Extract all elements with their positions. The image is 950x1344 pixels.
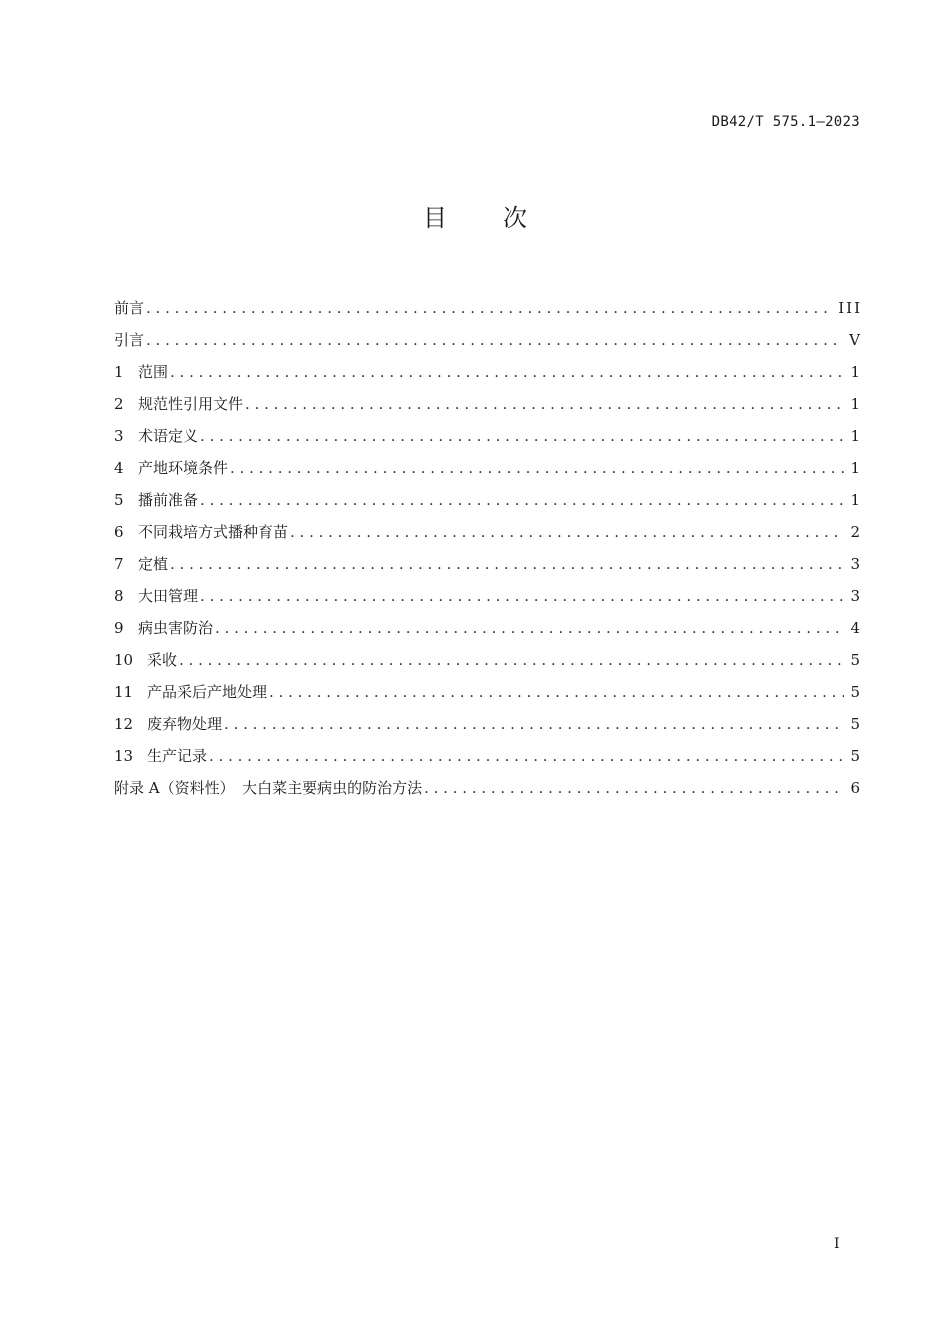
toc-section-number: 12 [114, 715, 134, 733]
toc-entry-scope[interactable] [114, 350, 860, 382]
toc-page-number: 5 [850, 747, 862, 765]
toc-entry-pest-control[interactable] [114, 606, 860, 638]
toc-leader-dots [209, 746, 844, 766]
toc-section-number: 11 [114, 683, 134, 701]
toc-section-number: 5 [114, 491, 124, 509]
toc-leader-dots [215, 618, 844, 638]
toc-leader-dots [200, 586, 844, 606]
toc-entry-label: 10 采收 [114, 651, 178, 669]
toc-leader-dots [245, 394, 844, 414]
toc-section-number: 13 [114, 747, 134, 765]
toc-leader-dots [200, 490, 844, 510]
toc-entry-label: 8 大田管理 [114, 587, 199, 605]
toc-entry-label: 6 不同栽培方式播种育苗 [114, 523, 289, 541]
table-of-contents [114, 286, 860, 798]
toc-leader-dots [224, 714, 844, 734]
toc-section-number: 2 [114, 395, 124, 413]
toc-entry-environment[interactable] [114, 446, 860, 478]
toc-page-number: 6 [850, 779, 862, 797]
page-title: 目次 [423, 204, 583, 232]
toc-entry-label: 3 术语定义 [114, 427, 199, 445]
toc-page-number: III [838, 299, 862, 317]
toc-entry-records[interactable] [114, 734, 860, 766]
toc-leader-dots [230, 458, 844, 478]
page-number: I [834, 1236, 840, 1252]
toc-page-number: 1 [850, 427, 862, 445]
toc-entry-label: 11 产品采后产地处理 [114, 683, 268, 701]
toc-entry-label: 附录 A（资料性） 大白菜主要病虫的防治方法 [114, 779, 423, 797]
toc-page-number: 3 [850, 587, 862, 605]
toc-entry-label: 前言 [114, 299, 145, 317]
toc-entry-planting[interactable] [114, 542, 860, 574]
toc-page-number: 5 [850, 715, 862, 733]
toc-leader-dots [179, 650, 844, 670]
toc-entry-label: 12 废弃物处理 [114, 715, 223, 733]
toc-page-number: 1 [850, 459, 862, 477]
toc-section-number: 1 [114, 363, 124, 381]
toc-page-number: 2 [850, 523, 862, 541]
toc-section-number: 9 [114, 619, 124, 637]
toc-page-number: 1 [850, 491, 862, 509]
toc-page-number: V [849, 331, 862, 349]
toc-section-number: 10 [114, 651, 134, 669]
toc-section-number: 8 [114, 587, 124, 605]
document-code: DB42/T 575.1—2023 [711, 114, 860, 130]
toc-entry-label: 4 产地环境条件 [114, 459, 229, 477]
toc-section-number: 6 [114, 523, 124, 541]
toc-page-number: 5 [850, 683, 862, 701]
toc-page-number: 5 [850, 651, 862, 669]
toc-entry-label: 5 播前准备 [114, 491, 199, 509]
toc-leader-dots [146, 330, 843, 350]
toc-leader-dots [200, 426, 844, 446]
toc-leader-dots [290, 522, 844, 542]
toc-entry-introduction[interactable] [114, 318, 860, 350]
toc-entry-normative-references[interactable] [114, 382, 860, 414]
toc-entry-label: 13 生产记录 [114, 747, 208, 765]
toc-page-number: 1 [850, 363, 862, 381]
toc-entry-label: 引言 [114, 331, 145, 349]
toc-leader-dots [269, 682, 844, 702]
toc-leader-dots [170, 554, 844, 574]
toc-entry-label: 1 范围 [114, 363, 169, 381]
toc-entry-waste[interactable] [114, 702, 860, 734]
toc-entry-preparation[interactable] [114, 478, 860, 510]
toc-entry-label: 2 规范性引用文件 [114, 395, 244, 413]
toc-entry-seeding[interactable] [114, 510, 860, 542]
toc-entry-appendix-a[interactable] [114, 766, 860, 798]
toc-section-number: 3 [114, 427, 124, 445]
toc-entry-field-management[interactable] [114, 574, 860, 606]
toc-leader-dots [170, 362, 844, 382]
toc-entry-post-harvest[interactable] [114, 670, 860, 702]
toc-leader-dots [424, 778, 844, 798]
toc-entry-harvest[interactable] [114, 638, 860, 670]
toc-section-number: 7 [114, 555, 124, 573]
toc-page-number: 1 [850, 395, 862, 413]
toc-entry-terms[interactable] [114, 414, 860, 446]
toc-entry-label: 7 定植 [114, 555, 169, 573]
toc-page-number: 4 [850, 619, 862, 637]
toc-leader-dots [146, 298, 832, 318]
toc-page-number: 3 [850, 555, 862, 573]
toc-entry-label: 9 病虫害防治 [114, 619, 214, 637]
toc-entry-foreword[interactable] [114, 286, 860, 318]
toc-section-number: 4 [114, 459, 124, 477]
